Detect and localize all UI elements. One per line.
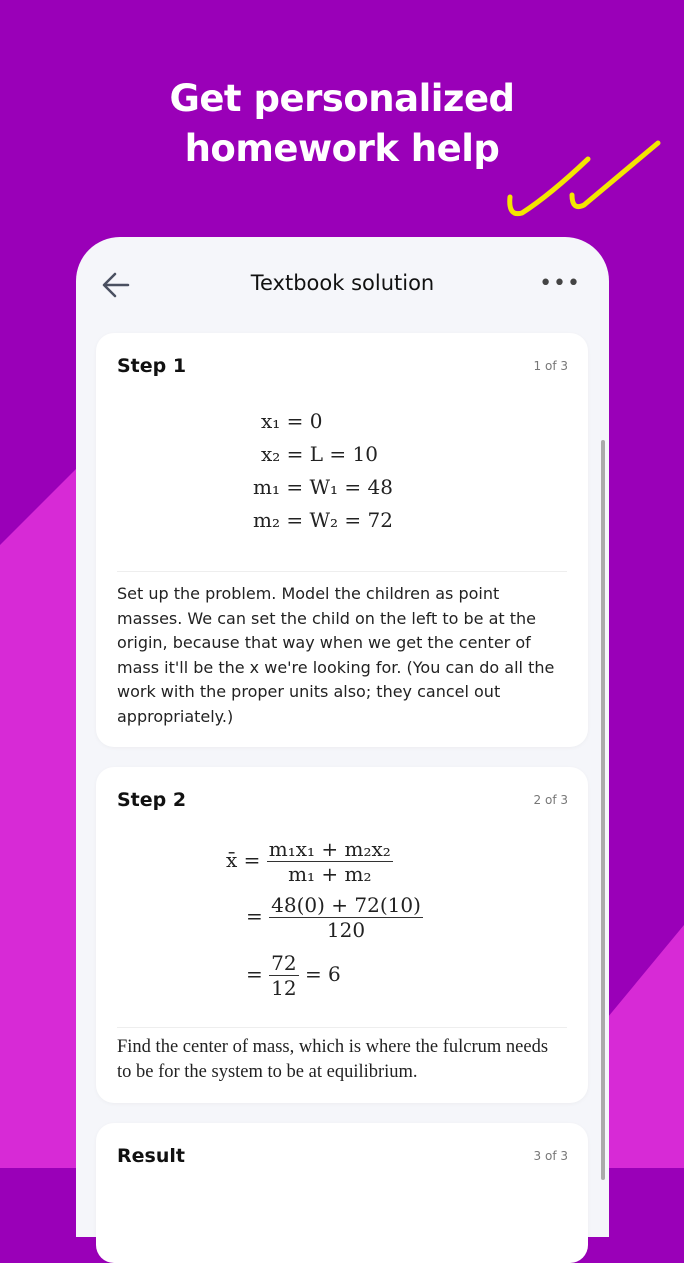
- phone-screen: [76, 237, 609, 1237]
- step-label: Step 1: [117, 355, 187, 377]
- fraction-denominator: m₁ + m₂: [288, 862, 372, 886]
- fraction-denominator: 12: [271, 976, 297, 1000]
- page-title: Textbook solution: [250, 271, 435, 295]
- scrollbar[interactable]: [601, 440, 605, 1180]
- step-card-1: [96, 333, 588, 747]
- step-count: 2 of 3: [533, 793, 568, 807]
- step-label: Result: [117, 1145, 185, 1167]
- more-horizontal-icon[interactable]: •••: [539, 271, 581, 296]
- equals-sign: =: [246, 904, 263, 928]
- step-label: Step 2: [117, 789, 187, 811]
- step-description: Set up the problem. Model the children as point masses. We can set the child on the left to be at the origin, because that way when we get the center of mass it'll be the x we're looking for. (You can do all the work with the proper units also; they cancel out appropriately.): [117, 584, 555, 726]
- result-card: [96, 1123, 588, 1263]
- equation-result: = 6: [304, 962, 341, 986]
- fraction-denominator: 120: [326, 918, 366, 942]
- equation-lhs: x̄ =: [226, 848, 261, 872]
- step-card-2: [96, 767, 588, 1103]
- step-count: 3 of 3: [533, 1149, 568, 1163]
- step-count: 1 of 3: [533, 359, 568, 373]
- divider: [117, 571, 567, 572]
- step-2-equations: [226, 837, 423, 1000]
- equals-sign: =: [246, 962, 263, 986]
- divider: [117, 1027, 567, 1028]
- double-check-icon: [500, 125, 665, 220]
- equation: x₂ = L = 10: [261, 442, 378, 466]
- step-description: Find the center of mass, which is where the fulcrum needs to be for the system to be at equilibrium.: [117, 1037, 549, 1082]
- fraction-numerator: 72: [271, 951, 297, 975]
- equation: x₁ = 0: [261, 409, 323, 433]
- fraction-numerator: 48(0) + 72(10): [271, 893, 421, 917]
- top-bar: [76, 267, 609, 303]
- fraction-numerator: m₁x₁ + m₂x₂: [268, 837, 391, 861]
- headline-line-2: homework help: [184, 127, 500, 170]
- equation: m₁ = W₁ = 48: [253, 475, 393, 499]
- equation: m₂ = W₂ = 72: [253, 508, 393, 532]
- headline-line-1: Get personalized: [169, 77, 515, 120]
